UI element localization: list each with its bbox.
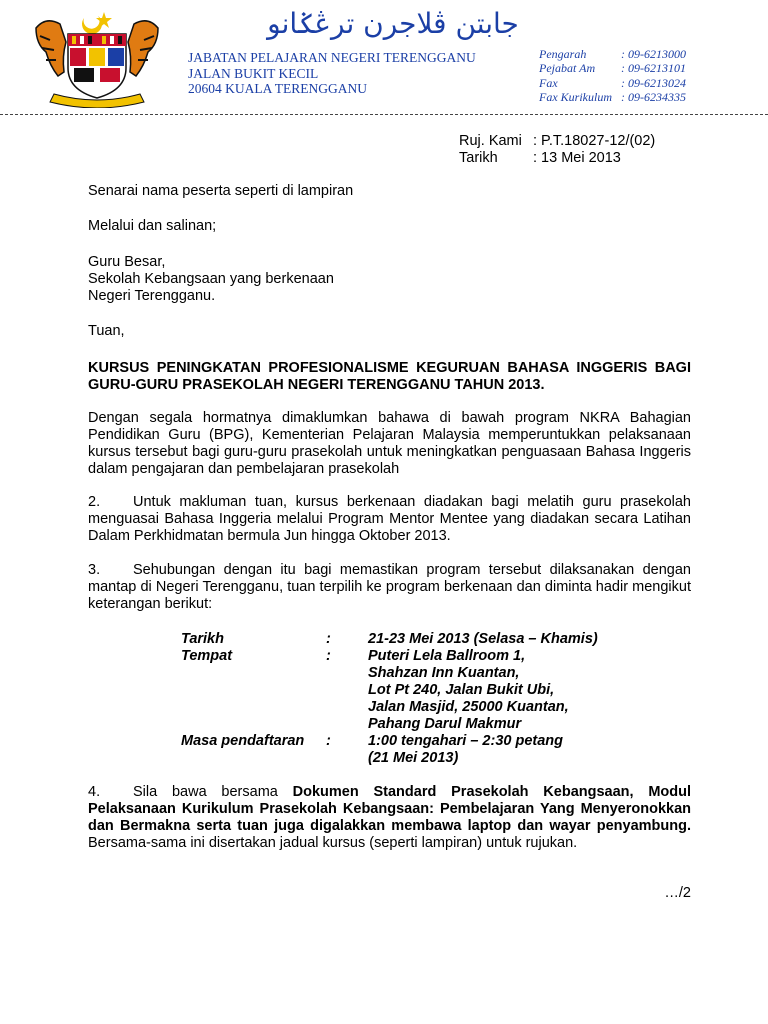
letter-subject: KURSUS PENINGKATAN PROFESIONALISME KEGURUAN BAHASA INGGERIS BAGI GURU-GURU PRASEKOLAH NEGERI TERENGGANU TAHUN 2013.	[88, 360, 691, 393]
detail-row-registration: Masa pendaftaran : 1:00 tengahari – 2:30 petang (21 Mei 2013)	[181, 733, 564, 766]
contact-row: Fax Kurikulum : 09-6234335	[539, 89, 686, 104]
paragraph-1: Dengan segala hormatnya dimaklumkan bahawa di bawah program NKRA Bahagian Pendidikan Guru (BPG), Kementerian Pelajaran Malaysia memperuntukkan pelaksanaan kursus tersebut bagi guru-guru prasekolah untuk meningkatkan penguasaan Bahasa Inggeris dalam pengajaran dan pembelajaran prasekolah	[88, 410, 691, 477]
coat-of-arms-logo	[24, 8, 170, 108]
reference-block	[459, 133, 655, 167]
jawi-department-title: جابتن ڤلاجرن ترڠݢانو	[267, 7, 519, 40]
recipient-list-note: Senarai nama peserta seperti di lampiran	[88, 183, 354, 199]
contact-row: Pengarah : 09-6213000	[539, 47, 686, 61]
reference-label: Ruj. Kami	[459, 133, 522, 149]
paragraph-number: 4.	[88, 784, 101, 800]
letter-date: : 13 Mei 2013	[533, 150, 621, 166]
contact-numbers	[539, 47, 686, 104]
paragraph-number: 2.	[88, 494, 101, 510]
course-details	[181, 631, 648, 767]
detail-row-venue: Tempat : Puteri Lela Ballroom 1, Shahzan Inn Kuantan, Lot Pt 240, Jalan Bukit Ubi, Jalan Masjid, 25000 Kuantan, Pahang Darul Makmur	[181, 648, 569, 732]
contact-row: Pejabat Am : 09-6213101	[539, 61, 686, 76]
recipient-address: Guru Besar, Sekolah Kebangsaan yang berkenaan Negeri Terengganu.	[88, 254, 334, 304]
department-address	[188, 50, 476, 97]
paragraph-3: 3. Sehubungan dengan itu bagi memastikan program tersebut dilaksanakan dengan mantap di Negeri Terengganu, tuan terpilih ke program berkenaan dan diminta hadir mengikut keterangan berikut:	[88, 562, 691, 612]
department-name: JABATAN PELAJARAN NEGERI TERENGGANU	[188, 50, 476, 65]
detail-row-date: Tarikh : 21-23 Mei 2013 (Selasa – Khamis)	[181, 631, 598, 647]
paragraph-4: 4. Sila bawa bersama Dokumen Standard Prasekolah Kebangsaan, Modul Pelaksanaan Kurikulum Prasekolah Kebangsaan: Pembelajaran Yang Menyeronokkan dan Bermakna serta tuan juga digalakkan membawa laptop dan wayar penyambung. Bersama-sama ini disertakan jadual kursus (seperti lampiran) untuk rujukan.	[88, 784, 692, 851]
reference-number: : P.T.18027-12/(02)	[533, 133, 656, 149]
date-label: Tarikh	[459, 150, 498, 166]
via-copy-note: Melalui dan salinan;	[88, 218, 217, 234]
next-page-marker: …/2	[664, 885, 691, 901]
contact-row: Fax : 09-6213024	[539, 75, 686, 90]
salutation: Tuan,	[88, 323, 125, 339]
department-postcode: 20604 KUALA TERENGGANU	[188, 81, 367, 96]
department-street: JALAN BUKIT KECIL	[188, 65, 319, 81]
paragraph-2: 2. Untuk makluman tuan, kursus berkenaan diadakan bagi melatih guru prasekolah menguasai Bahasa Inggeria melalui Program Mentor Mentee yang diadakan secara Latihan Dalam Perkhidmatan bermula Jun hingga Oktober 2013.	[88, 494, 691, 544]
header-divider	[0, 114, 768, 115]
paragraph-number: 3.	[88, 562, 101, 578]
